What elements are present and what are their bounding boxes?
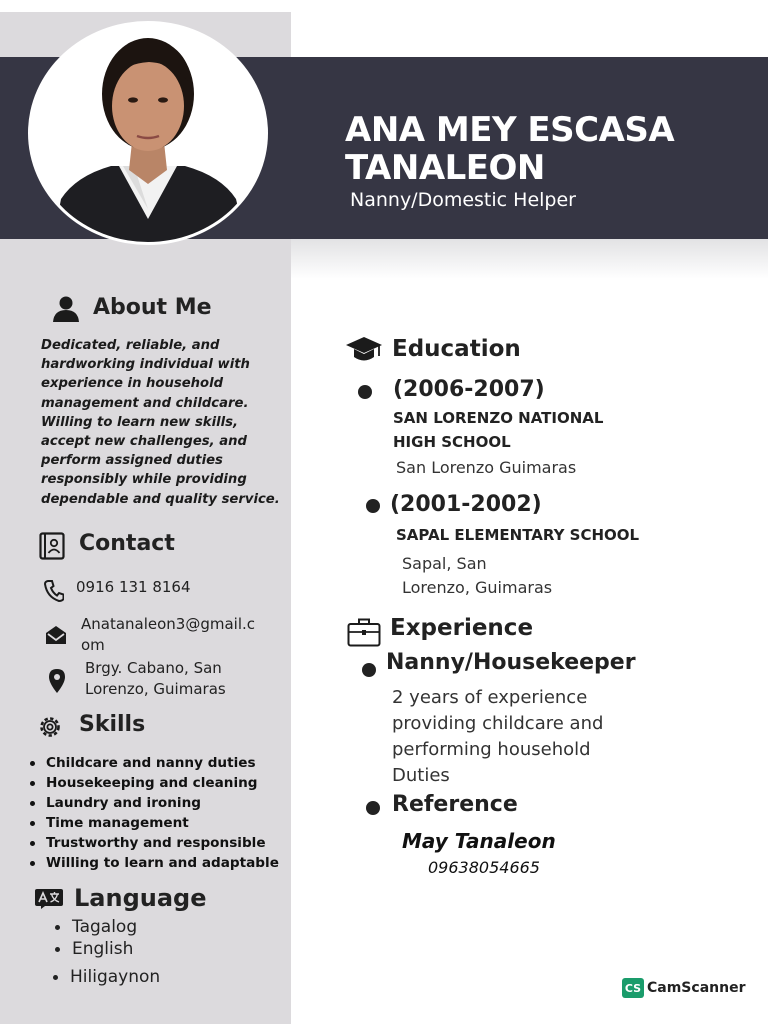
school-line-2: HIGH SCHOOL (393, 433, 511, 451)
job-desc-line: performing household (392, 739, 591, 760)
job-desc-line: Duties (392, 765, 450, 786)
timeline-dot (362, 663, 376, 677)
education-years: (2001-2002) (390, 492, 542, 517)
full-name (345, 111, 745, 187)
location-pin-icon (48, 668, 66, 694)
language-heading: Language (74, 884, 207, 912)
graduation-cap-icon (345, 336, 383, 366)
skill-item: Housekeeping and cleaning (26, 773, 279, 793)
timeline-dot (358, 385, 372, 399)
education-years: (2006-2007) (393, 377, 545, 402)
email-line-2: om (81, 636, 105, 654)
profile-photo (31, 24, 265, 242)
briefcase-icon (347, 617, 381, 647)
portrait-illustration (31, 24, 265, 242)
person-icon (52, 296, 80, 322)
language-item: English (55, 938, 137, 960)
phone-number: 0916 131 8164 (76, 578, 191, 596)
skill-item: Time management (26, 813, 279, 833)
email-address (81, 614, 255, 656)
skill-item: Childcare and nanny duties (26, 753, 279, 773)
language-item: Tagalog (55, 916, 137, 938)
school-line-1: SAN LORENZO NATIONAL (393, 409, 604, 427)
language-list (55, 916, 137, 960)
skill-item: Trustworthy and responsible (26, 833, 279, 853)
place-line-2: Lorenzo, Guimaras (402, 578, 553, 597)
timeline-dot (366, 801, 380, 815)
about-heading: About Me (93, 295, 212, 320)
home-address (85, 658, 226, 700)
camscanner-logo: CS (622, 978, 644, 998)
reference-phone: 09638054665 (428, 858, 540, 877)
skill-item: Willing to learn and adaptable (26, 853, 279, 873)
camscanner-text: CamScanner (647, 980, 746, 996)
reference-heading: Reference (392, 792, 518, 817)
job-description (392, 685, 652, 789)
place-line-1: Sapal, San (402, 554, 487, 573)
job-role: Nanny/Domestic Helper (350, 189, 576, 211)
education-heading: Education (392, 336, 521, 362)
skills-list (26, 753, 279, 873)
banner-shadow (291, 239, 768, 279)
email-line-1: Anatanaleon3@gmail.c (81, 615, 256, 633)
gear-icon (38, 715, 62, 739)
job-desc-line: providing childcare and (392, 713, 604, 734)
education-place: San Lorenzo Guimaras (396, 458, 577, 477)
about-text: Dedicated, reliable, and hardworking individual with experience in household management and childcare. Willing to learn new skills, accept new challenges, and perform assigned duties responsibly while providing dependable and quality service. (41, 338, 280, 507)
contact-heading: Contact (79, 531, 175, 556)
reference-name: May Tanaleon (402, 829, 556, 853)
skills-heading: Skills (79, 712, 146, 737)
language-item: Hiligaynon (53, 966, 160, 988)
address-line-1: Brgy. Cabano, San (85, 659, 222, 677)
education-place (402, 552, 552, 600)
name-line-2: TANALEON (345, 148, 545, 188)
language-list-extra (53, 966, 160, 988)
experience-heading: Experience (390, 615, 534, 641)
education-school: SAPAL ELEMENTARY SCHOOL (396, 526, 640, 544)
mail-icon (45, 625, 67, 645)
translate-icon (35, 889, 63, 909)
contact-book-icon (39, 532, 65, 560)
name-line-1: ANA MEY ESCASA (345, 110, 675, 150)
phone-icon (44, 580, 64, 602)
job-title: Nanny/Housekeeper (386, 650, 636, 675)
camscanner-watermark (622, 978, 745, 998)
skill-item: Laundry and ironing (26, 793, 279, 813)
timeline-dot (366, 499, 380, 513)
job-desc-line: 2 years of experience (392, 687, 588, 708)
address-line-2: Lorenzo, Guimaras (85, 680, 226, 698)
education-school (393, 406, 603, 454)
